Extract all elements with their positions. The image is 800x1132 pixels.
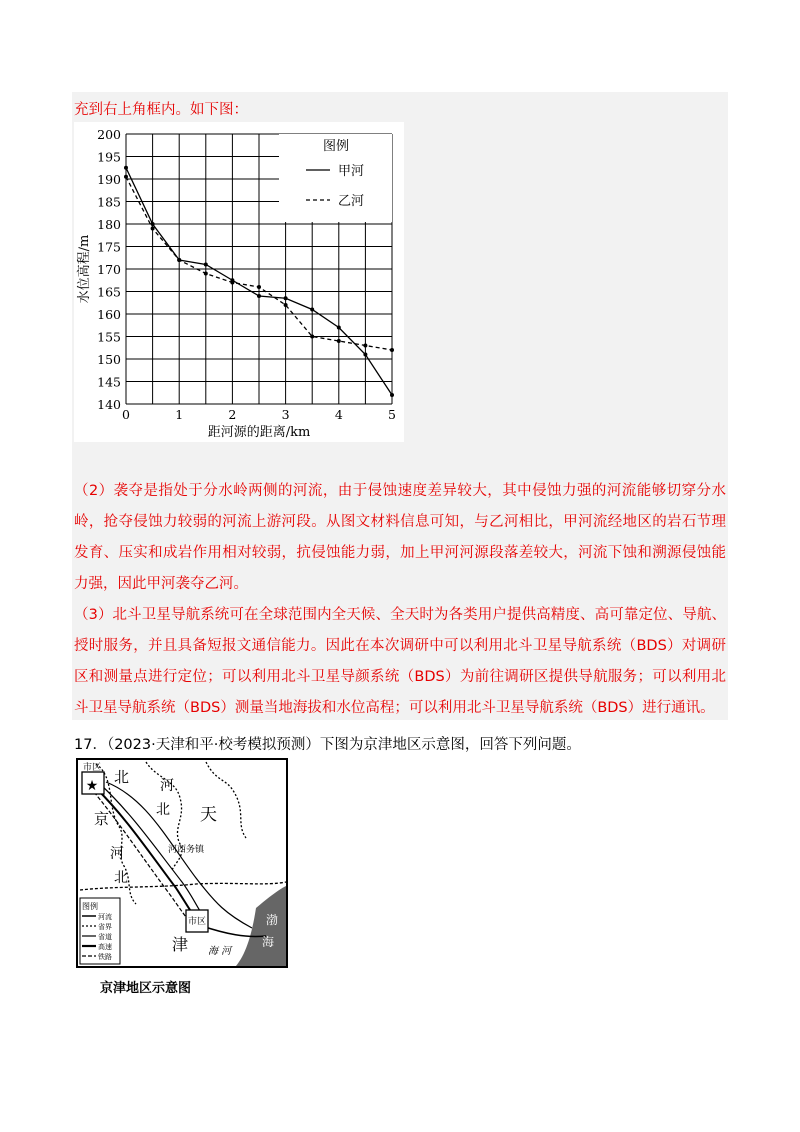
x-tick-label: 3 <box>281 407 290 422</box>
map-label: 北 <box>114 870 128 886</box>
x-tick-label: 4 <box>334 407 343 422</box>
x-tick-label: 1 <box>175 407 184 422</box>
map-label-tianjin-city: 市区 <box>188 917 207 927</box>
chart-svg <box>74 122 404 442</box>
y-tick-label: 190 <box>97 172 121 187</box>
x-axis-label: 距河源的距离/km <box>207 425 311 440</box>
map-label-town: 河西务镇 <box>168 845 205 855</box>
x-tick-label: 2 <box>228 407 237 422</box>
series-1-point <box>284 296 288 300</box>
legend-title: 图例 <box>322 139 350 154</box>
series-2-point <box>390 348 394 352</box>
map-legend-item: 省道 <box>98 933 112 941</box>
series-1-point <box>151 222 155 226</box>
y-axis-label: 水位高程/m <box>77 234 92 304</box>
beijing-star-icon: ★ <box>85 778 99 794</box>
x-tick-label: 5 <box>388 407 396 422</box>
map-legend-title: 图例 <box>82 902 98 911</box>
series-2-point <box>363 344 367 348</box>
series-2-point <box>177 258 181 262</box>
y-tick-label: 155 <box>97 329 121 345</box>
map-label-beijing-city: 市区 <box>83 763 102 773</box>
intro-line: 充到右上角框内。如下图： <box>74 102 248 118</box>
legend-label-2: 乙河 <box>338 194 365 209</box>
y-tick-label: 165 <box>97 284 121 300</box>
series-1-point <box>310 308 314 312</box>
map-label: 河 <box>110 846 124 862</box>
series-1-point <box>257 294 261 298</box>
map-legend-item: 铁路 <box>98 953 112 961</box>
y-tick-label: 160 <box>97 307 121 322</box>
y-tick-label: 195 <box>97 149 121 165</box>
series-2-point <box>230 281 234 285</box>
answer-3-paragraph: （3）北斗卫星导航系统可在全球范围内全天候、全天时为各类用户提供高精度、高可靠定位、导航、授时服务，并且具备短报文通信能力。因此在本次调研中可以利用北斗卫星导航系统（BDS）对调研区和测量点进行定位；可以利用北斗卫星导颜系统（BDS）为前往调研区提供导航服务；可以利用北斗卫星导航系统（BDS）测量当地海拔和水位高程；可以利用北斗卫星导航系统（BDS）进行通讯。 <box>74 607 726 716</box>
question-17-stem: 17．（2023·天津和平·校考模拟预测）下图为京津地区示意图，回答下列问题。 <box>74 737 581 753</box>
map-label: 北 <box>114 768 130 786</box>
y-tick-label: 145 <box>97 374 121 390</box>
series-1-point <box>390 393 394 397</box>
map-caption: 京津地区示意图 <box>100 981 192 996</box>
map-label: 天 <box>200 805 217 825</box>
series-1-point <box>363 353 367 357</box>
series-1-point <box>337 326 341 330</box>
series-2-point <box>310 335 314 339</box>
y-tick-label: 175 <box>97 239 121 255</box>
x-tick-label: 0 <box>122 407 130 422</box>
map-legend-item: 省界 <box>98 923 112 931</box>
y-tick-label: 185 <box>97 194 121 210</box>
y-tick-label: 140 <box>97 397 121 412</box>
map-label: 京 <box>94 810 110 828</box>
legend-label-1: 甲河 <box>338 164 365 179</box>
series-2-point <box>124 175 128 179</box>
map-label-sea: 渤 <box>266 913 279 927</box>
map-label-sea: 海 <box>262 935 275 949</box>
map-label-river: 海 河 <box>208 946 232 957</box>
series-1-point <box>204 263 208 267</box>
series-2-point <box>337 339 341 343</box>
map-label: 北 <box>156 802 170 818</box>
y-tick-label: 150 <box>97 352 121 367</box>
y-tick-label: 180 <box>97 217 121 232</box>
y-tick-label: 200 <box>97 127 121 142</box>
series-2-point <box>257 285 261 289</box>
water-level-chart <box>74 122 404 442</box>
map-legend-item: 河流 <box>98 913 112 921</box>
series-2-point <box>204 272 208 276</box>
map-label: 河 <box>160 778 174 794</box>
answer-2-paragraph: （2）袭夺是指处于分水岭两侧的河流，由于侵蚀速度差异较大，其中侵蚀力强的河流能够切穿分水岭，抢夺侵蚀力较弱的河流上游河段。从图文材料信息可知，与乙河相比，甲河流经地区的岩石节理发育、压实和成岩作用相对较弱，抗侵蚀能力弱，加上甲河河源段落差较大，河流下蚀和溯源侵蚀能力强，因此甲河袭夺乙河。 <box>74 483 726 592</box>
map-legend-item: 高速 <box>98 943 112 951</box>
series-2-point <box>151 227 155 231</box>
series-1-point <box>124 166 128 170</box>
series-2-point <box>284 303 288 307</box>
jingjin-map <box>76 758 288 968</box>
map-label: 津 <box>172 935 189 954</box>
y-tick-label: 170 <box>97 262 121 277</box>
